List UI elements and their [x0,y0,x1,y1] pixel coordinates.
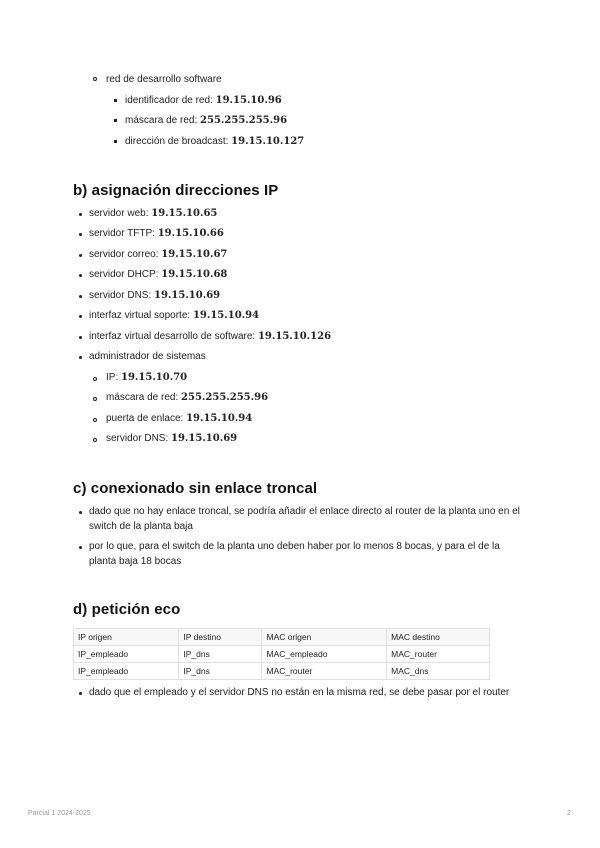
list-item: servidor DHCP: 19.15.10.68 [89,269,228,280]
list-bullet [93,418,97,422]
section-b-title: b) asignación direcciones IP [73,182,279,199]
list-bullet [114,99,117,102]
list-bullet [93,377,97,381]
section-c-title: c) conexionado sin enlace troncal [73,480,318,497]
table-header: IP destino [179,629,262,646]
list-item: interfaz virtual desarrollo de software: 19.15.10.126 [89,331,332,342]
admin-label: administrador de sistemas [89,351,206,362]
table-row [74,663,490,680]
table-cell: MAC_router [262,663,387,680]
list-item: servidor DNS: 19.15.10.69 [89,290,221,301]
list-item: servidor correo: 19.15.10.67 [89,249,228,260]
list-item: servidor web: 19.15.10.65 [89,208,218,219]
list-item: máscara de red: 255.255.255.96 [106,392,269,403]
list-bullet [79,315,82,318]
list-bullet [93,397,97,401]
list-bullet [93,438,97,442]
list-bullet [114,119,117,122]
list-item: servidor DNS: 19.15.10.69 [106,433,238,444]
note-item: dado que el empleado y el servidor DNS no están en la misma red, se debe pasar por el router [89,687,510,698]
list-item: puerta de enlace: 19.15.10.94 [106,413,253,424]
list-item: servidor TFTP: 19.15.10.66 [89,228,224,239]
list-bullet [79,546,82,549]
table-cell: IP_dns [179,663,262,680]
list-bullet [79,254,82,257]
list-bullet [79,295,82,298]
table-cell: MAC_empleado [262,646,387,663]
footer-label: Parcial 1 2024-2025 [28,810,91,817]
network-label: red de desarrollo software [106,74,222,85]
table-cell: IP_empleado [74,646,179,663]
list-bullet [79,213,82,216]
list-bullet [79,336,82,339]
section-d-title: d) petición eco [73,601,181,618]
paragraph-item: por lo que, para el switch de la planta uno deben haber por lo menos 8 bocas, y para el de la planta baja 18 bocas [89,541,500,567]
list-bullet [79,274,82,277]
table-cell: MAC_router [387,646,490,663]
list-item: máscara de red: 255.255.255.96 [125,115,288,126]
table-header: IP origen [74,629,179,646]
list-item: IP: 19.15.10.70 [106,372,188,383]
list-bullet [79,511,82,514]
page-number: 2 [567,810,571,817]
list-bullet [79,356,82,359]
table-row [74,646,490,663]
paragraph-item: dado que no hay enlace troncal, se podría añadir el enlace directo al router de la planta uno en el switch de la planta baja [89,506,520,532]
eco-table [73,628,490,680]
list-item: dirección de broadcast: 19.15.10.127 [125,136,305,147]
list-bullet [79,233,82,236]
list-item: interfaz virtual soporte: 19.15.10.94 [89,310,260,321]
table-cell: MAC_dns [387,663,490,680]
list-bullet [93,77,97,81]
list-bullet [114,140,117,143]
list-bullet [79,692,82,695]
table-header: MAC destino [387,629,490,646]
table-header: MAC origen [262,629,387,646]
table-header-row [74,629,490,646]
table-cell: IP_empleado [74,663,179,680]
list-item: identificador de red: 19.15.10.96 [125,95,282,106]
table-cell: IP_dns [179,646,262,663]
